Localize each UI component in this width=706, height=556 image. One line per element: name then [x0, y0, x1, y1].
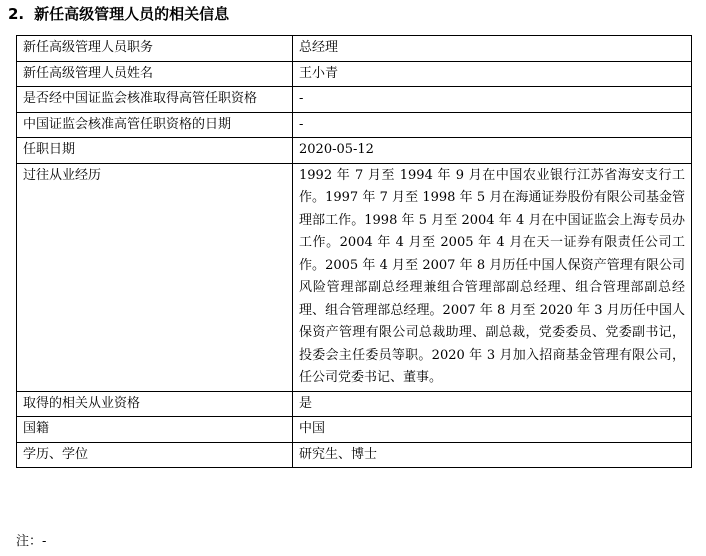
- row-label-education: 学历、学位: [17, 442, 293, 468]
- section-heading: [8, 4, 229, 24]
- row-label-name: 新任高级管理人员姓名: [17, 61, 293, 87]
- row-value-qualification-approved: -: [293, 87, 692, 113]
- manager-info-table: [16, 35, 692, 468]
- row-value-professional-qualification: 是: [293, 391, 692, 417]
- table-row-approval-date: [17, 112, 692, 138]
- table-row-nationality: [17, 417, 692, 443]
- row-value-name: 王小青: [293, 61, 692, 87]
- table-row-name: [17, 61, 692, 87]
- table-row-qualification-approved: [17, 87, 692, 113]
- row-label-professional-qualification: 取得的相关从业资格: [17, 391, 293, 417]
- row-value-nationality: 中国: [293, 417, 692, 443]
- table-row-education: [17, 442, 692, 468]
- row-label-appointment-date: 任职日期: [17, 138, 293, 164]
- row-value-education: 研究生、博士: [293, 442, 692, 468]
- table-row-professional-qualification: [17, 391, 692, 417]
- row-value-appointment-date: 2020-05-12: [293, 138, 692, 164]
- row-value-approval-date: -: [293, 112, 692, 138]
- row-label-position: 新任高级管理人员职务: [17, 36, 293, 62]
- row-label-qualification-approved: 是否经中国证监会核准取得高管任职资格: [17, 87, 293, 113]
- row-value-position: 总经理: [293, 36, 692, 62]
- section-title: 新任高级管理人员的相关信息: [34, 5, 230, 23]
- row-value-work-experience: 1992 年 7 月至 1994 年 9 月在中国农业银行江苏省海安支行工作。1997 年 7 月至 1998 年 5 月在海通证券股份有限公司基金管理部工作。1998 年 5 月至 2004 年 4 月在中国证监会上海专员办工作。2004 年 4 月至 2005 年 4 月在天一证券有限责任公司工作。2005 年 4 月至 2007 年 8 月历任中国人保资产管理有限公司风险管理部副总经理兼组合管理部副总经理、组合管理部副总经理、组合管理部总经理。2007 年 8 月至 2020 年 3 月历任中国人保资产管理有限公司总裁助理、副总裁，党委委员、党委副书记，投委会主任委员等职。2020 年 3 月加入招商基金管理有限公司，任公司党委书记、董事。: [293, 163, 692, 391]
- footnote: 注：-: [16, 534, 47, 549]
- table-row-position: [17, 36, 692, 62]
- row-label-approval-date: 中国证监会核准高管任职资格的日期: [17, 112, 293, 138]
- table-row-appointment-date: [17, 138, 692, 164]
- section-number: 2.: [8, 5, 25, 23]
- row-label-nationality: 国籍: [17, 417, 293, 443]
- row-label-work-experience: 过往从业经历: [17, 163, 293, 391]
- table-row-work-experience: [17, 163, 692, 391]
